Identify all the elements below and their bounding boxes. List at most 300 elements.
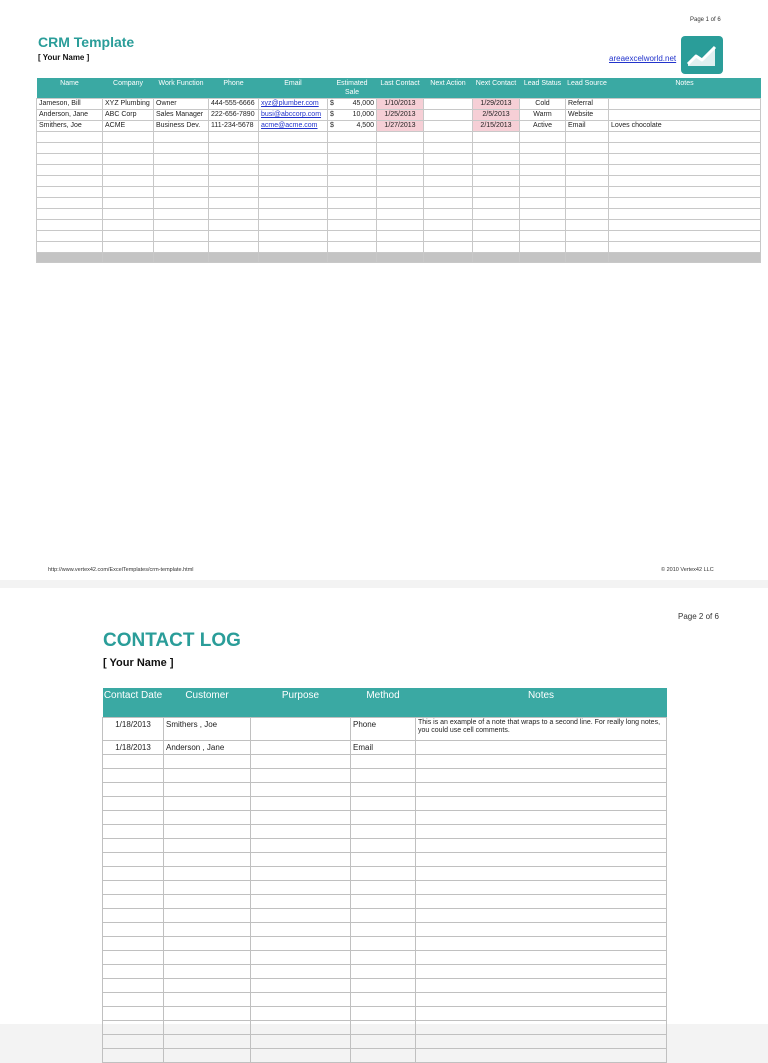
empty-cell[interactable] — [209, 143, 259, 154]
empty-cell[interactable] — [609, 132, 761, 143]
empty-cell[interactable] — [351, 951, 416, 965]
empty-cell[interactable] — [424, 132, 473, 143]
empty-cell[interactable] — [164, 937, 251, 951]
empty-cell[interactable] — [209, 165, 259, 176]
empty-cell[interactable] — [154, 165, 209, 176]
empty-cell[interactable] — [416, 755, 667, 769]
empty-cell[interactable] — [328, 154, 377, 165]
empty-cell[interactable] — [416, 951, 667, 965]
cell-estimated-sale[interactable] — [328, 110, 377, 121]
empty-cell[interactable] — [164, 965, 251, 979]
empty-cell[interactable] — [473, 154, 520, 165]
cell-next-action[interactable] — [424, 121, 473, 132]
empty-cell[interactable] — [566, 209, 609, 220]
empty-cell[interactable] — [209, 187, 259, 198]
empty-cell[interactable] — [473, 242, 520, 253]
empty-cell[interactable] — [351, 1035, 416, 1049]
empty-cell[interactable] — [209, 242, 259, 253]
empty-cell[interactable] — [377, 198, 424, 209]
empty-cell[interactable] — [377, 220, 424, 231]
empty-cell[interactable] — [209, 220, 259, 231]
empty-cell[interactable] — [416, 797, 667, 811]
cell-company[interactable]: ACME — [103, 121, 154, 132]
empty-cell[interactable] — [103, 993, 164, 1007]
empty-cell[interactable] — [473, 209, 520, 220]
empty-cell[interactable] — [328, 253, 377, 263]
cell-company[interactable]: ABC Corp — [103, 110, 154, 121]
empty-cell[interactable] — [103, 951, 164, 965]
empty-cell[interactable] — [259, 187, 328, 198]
empty-cell[interactable] — [164, 1007, 251, 1021]
empty-cell[interactable] — [103, 154, 154, 165]
cell-estimated-sale[interactable] — [328, 121, 377, 132]
empty-cell[interactable] — [154, 187, 209, 198]
empty-cell[interactable] — [164, 853, 251, 867]
empty-cell[interactable] — [103, 253, 154, 263]
empty-cell[interactable] — [103, 242, 154, 253]
empty-cell[interactable] — [520, 143, 566, 154]
empty-cell[interactable] — [416, 965, 667, 979]
empty-cell[interactable] — [37, 198, 103, 209]
empty-cell[interactable] — [103, 187, 154, 198]
empty-cell[interactable] — [416, 1007, 667, 1021]
empty-cell[interactable] — [103, 165, 154, 176]
empty-cell[interactable] — [351, 1007, 416, 1021]
empty-cell[interactable] — [103, 1021, 164, 1035]
empty-cell[interactable] — [103, 811, 164, 825]
empty-cell[interactable] — [164, 797, 251, 811]
empty-cell[interactable] — [351, 811, 416, 825]
empty-cell[interactable] — [566, 242, 609, 253]
empty-cell[interactable] — [259, 165, 328, 176]
empty-cell[interactable] — [251, 867, 351, 881]
empty-cell[interactable] — [416, 979, 667, 993]
empty-cell[interactable] — [609, 253, 761, 263]
empty-cell[interactable] — [164, 979, 251, 993]
empty-cell[interactable] — [103, 909, 164, 923]
empty-cell[interactable] — [351, 769, 416, 783]
empty-cell[interactable] — [520, 176, 566, 187]
empty-cell[interactable] — [377, 132, 424, 143]
cell-notes[interactable] — [609, 110, 761, 121]
empty-cell[interactable] — [251, 1035, 351, 1049]
empty-cell[interactable] — [377, 253, 424, 263]
empty-cell[interactable] — [377, 154, 424, 165]
empty-cell[interactable] — [520, 231, 566, 242]
empty-cell[interactable] — [103, 769, 164, 783]
empty-cell[interactable] — [251, 839, 351, 853]
empty-cell[interactable] — [351, 1049, 416, 1063]
empty-cell[interactable] — [259, 231, 328, 242]
cell-lead-status[interactable]: Warm — [520, 110, 566, 121]
empty-cell[interactable] — [164, 1021, 251, 1035]
empty-cell[interactable] — [251, 923, 351, 937]
empty-cell[interactable] — [351, 937, 416, 951]
empty-cell[interactable] — [424, 242, 473, 253]
empty-cell[interactable] — [154, 176, 209, 187]
empty-cell[interactable] — [377, 143, 424, 154]
empty-cell[interactable] — [251, 755, 351, 769]
empty-cell[interactable] — [424, 231, 473, 242]
cell-next-contact[interactable]: 2/5/2013 — [473, 110, 520, 121]
empty-cell[interactable] — [351, 797, 416, 811]
empty-cell[interactable] — [164, 867, 251, 881]
empty-cell[interactable] — [351, 965, 416, 979]
empty-cell[interactable] — [566, 176, 609, 187]
empty-cell[interactable] — [103, 209, 154, 220]
empty-cell[interactable] — [154, 198, 209, 209]
empty-cell[interactable] — [251, 895, 351, 909]
empty-cell[interactable] — [37, 220, 103, 231]
empty-cell[interactable] — [473, 176, 520, 187]
empty-cell[interactable] — [164, 895, 251, 909]
empty-cell[interactable] — [609, 176, 761, 187]
empty-cell[interactable] — [351, 993, 416, 1007]
empty-cell[interactable] — [473, 198, 520, 209]
empty-cell[interactable] — [259, 132, 328, 143]
empty-cell[interactable] — [609, 143, 761, 154]
empty-cell[interactable] — [154, 220, 209, 231]
empty-cell[interactable] — [566, 220, 609, 231]
empty-cell[interactable] — [351, 909, 416, 923]
empty-cell[interactable] — [609, 165, 761, 176]
empty-cell[interactable] — [251, 825, 351, 839]
cell-work-function[interactable]: Business Dev. — [154, 121, 209, 132]
empty-cell[interactable] — [416, 895, 667, 909]
empty-cell[interactable] — [377, 231, 424, 242]
empty-cell[interactable] — [103, 176, 154, 187]
cell-email[interactable] — [259, 121, 328, 132]
empty-cell[interactable] — [609, 242, 761, 253]
empty-cell[interactable] — [164, 951, 251, 965]
empty-cell[interactable] — [328, 176, 377, 187]
empty-cell[interactable] — [351, 755, 416, 769]
empty-cell[interactable] — [37, 176, 103, 187]
empty-cell[interactable] — [251, 783, 351, 797]
cell-email[interactable] — [259, 99, 328, 110]
empty-cell[interactable] — [351, 1021, 416, 1035]
cell-lead-source[interactable]: Email — [566, 121, 609, 132]
empty-cell[interactable] — [424, 165, 473, 176]
empty-cell[interactable] — [103, 965, 164, 979]
empty-cell[interactable] — [520, 220, 566, 231]
empty-cell[interactable] — [154, 242, 209, 253]
empty-cell[interactable] — [520, 187, 566, 198]
empty-cell[interactable] — [103, 1049, 164, 1063]
empty-cell[interactable] — [328, 198, 377, 209]
empty-cell[interactable] — [37, 253, 103, 263]
empty-cell[interactable] — [259, 143, 328, 154]
cell-company[interactable]: XYZ Plumbing — [103, 99, 154, 110]
empty-cell[interactable] — [473, 187, 520, 198]
empty-cell[interactable] — [209, 231, 259, 242]
empty-cell[interactable] — [351, 825, 416, 839]
empty-cell[interactable] — [351, 783, 416, 797]
empty-cell[interactable] — [351, 867, 416, 881]
empty-cell[interactable] — [37, 165, 103, 176]
empty-cell[interactable] — [103, 132, 154, 143]
empty-cell[interactable] — [164, 839, 251, 853]
empty-cell[interactable] — [154, 132, 209, 143]
empty-cell[interactable] — [328, 209, 377, 220]
empty-cell[interactable] — [377, 209, 424, 220]
empty-cell[interactable] — [164, 1049, 251, 1063]
empty-cell[interactable] — [351, 853, 416, 867]
empty-cell[interactable] — [566, 132, 609, 143]
empty-cell[interactable] — [416, 909, 667, 923]
empty-cell[interactable] — [473, 220, 520, 231]
empty-cell[interactable] — [103, 220, 154, 231]
empty-cell[interactable] — [164, 769, 251, 783]
cell-notes[interactable] — [609, 99, 761, 110]
cell-name[interactable]: Smithers, Joe — [37, 121, 103, 132]
empty-cell[interactable] — [103, 783, 164, 797]
empty-cell[interactable] — [424, 176, 473, 187]
empty-cell[interactable] — [377, 242, 424, 253]
empty-cell[interactable] — [259, 154, 328, 165]
empty-cell[interactable] — [251, 979, 351, 993]
empty-cell[interactable] — [209, 198, 259, 209]
empty-cell[interactable] — [473, 253, 520, 263]
empty-cell[interactable] — [209, 209, 259, 220]
empty-cell[interactable] — [103, 231, 154, 242]
empty-cell[interactable] — [37, 143, 103, 154]
empty-cell[interactable] — [251, 797, 351, 811]
empty-cell[interactable] — [164, 993, 251, 1007]
empty-cell[interactable] — [424, 187, 473, 198]
empty-cell[interactable] — [520, 242, 566, 253]
cell-method[interactable]: Email — [351, 741, 416, 755]
cell-notes[interactable]: This is an example of a note that wraps to a second line. For really long notes, you could use cell comments. — [416, 718, 667, 741]
empty-cell[interactable] — [328, 220, 377, 231]
cell-lead-status[interactable]: Cold — [520, 99, 566, 110]
empty-cell[interactable] — [328, 242, 377, 253]
cell-name[interactable]: Anderson, Jane — [37, 110, 103, 121]
empty-cell[interactable] — [259, 198, 328, 209]
empty-cell[interactable] — [416, 937, 667, 951]
empty-cell[interactable] — [209, 176, 259, 187]
empty-cell[interactable] — [251, 965, 351, 979]
empty-cell[interactable] — [251, 937, 351, 951]
empty-cell[interactable] — [103, 979, 164, 993]
empty-cell[interactable] — [416, 839, 667, 853]
empty-cell[interactable] — [154, 253, 209, 263]
cell-purpose[interactable] — [251, 741, 351, 755]
cell-lead-status[interactable]: Active — [520, 121, 566, 132]
empty-cell[interactable] — [351, 979, 416, 993]
empty-cell[interactable] — [251, 769, 351, 783]
empty-cell[interactable] — [37, 231, 103, 242]
email-link[interactable]: acme@acme.com — [261, 122, 318, 129]
cell-name[interactable]: Jameson, Bill — [37, 99, 103, 110]
cell-estimated-sale[interactable] — [328, 99, 377, 110]
empty-cell[interactable] — [209, 132, 259, 143]
empty-cell[interactable] — [103, 853, 164, 867]
empty-cell[interactable] — [473, 231, 520, 242]
empty-cell[interactable] — [328, 143, 377, 154]
empty-cell[interactable] — [103, 1007, 164, 1021]
empty-cell[interactable] — [424, 220, 473, 231]
empty-cell[interactable] — [609, 209, 761, 220]
empty-cell[interactable] — [328, 132, 377, 143]
empty-cell[interactable] — [154, 143, 209, 154]
empty-cell[interactable] — [164, 1035, 251, 1049]
empty-cell[interactable] — [259, 220, 328, 231]
empty-cell[interactable] — [154, 154, 209, 165]
empty-cell[interactable] — [209, 154, 259, 165]
empty-cell[interactable] — [566, 231, 609, 242]
empty-cell[interactable] — [251, 811, 351, 825]
empty-cell[interactable] — [259, 242, 328, 253]
cell-contact-date[interactable]: 1/18/2013 — [103, 718, 164, 741]
cell-work-function[interactable]: Owner — [154, 99, 209, 110]
empty-cell[interactable] — [351, 839, 416, 853]
empty-cell[interactable] — [103, 881, 164, 895]
cell-phone[interactable]: 444-555-6666 — [209, 99, 259, 110]
cell-last-contact[interactable]: 1/27/2013 — [377, 121, 424, 132]
empty-cell[interactable] — [103, 923, 164, 937]
email-link[interactable]: xyz@plumber.com — [261, 100, 319, 107]
cell-phone[interactable]: 222-656-7890 — [209, 110, 259, 121]
empty-cell[interactable] — [566, 187, 609, 198]
empty-cell[interactable] — [473, 165, 520, 176]
empty-cell[interactable] — [377, 176, 424, 187]
email-link[interactable]: busi@abccorp.com — [261, 111, 322, 118]
empty-cell[interactable] — [566, 143, 609, 154]
empty-cell[interactable] — [377, 187, 424, 198]
empty-cell[interactable] — [103, 839, 164, 853]
empty-cell[interactable] — [251, 1007, 351, 1021]
empty-cell[interactable] — [520, 132, 566, 143]
empty-cell[interactable] — [416, 923, 667, 937]
empty-cell[interactable] — [416, 853, 667, 867]
cell-lead-source[interactable]: Referral — [566, 99, 609, 110]
cell-last-contact[interactable]: 1/10/2013 — [377, 99, 424, 110]
empty-cell[interactable] — [424, 154, 473, 165]
empty-cell[interactable] — [328, 231, 377, 242]
empty-cell[interactable] — [251, 993, 351, 1007]
empty-cell[interactable] — [416, 1049, 667, 1063]
empty-cell[interactable] — [259, 209, 328, 220]
cell-next-contact[interactable]: 2/15/2013 — [473, 121, 520, 132]
cell-next-contact[interactable]: 1/29/2013 — [473, 99, 520, 110]
empty-cell[interactable] — [103, 937, 164, 951]
cell-method[interactable]: Phone — [351, 718, 416, 741]
empty-cell[interactable] — [251, 1049, 351, 1063]
cell-next-action[interactable] — [424, 99, 473, 110]
empty-cell[interactable] — [416, 1021, 667, 1035]
cell-notes[interactable] — [416, 741, 667, 755]
empty-cell[interactable] — [164, 811, 251, 825]
empty-cell[interactable] — [103, 1035, 164, 1049]
empty-cell[interactable] — [164, 923, 251, 937]
empty-cell[interactable] — [609, 220, 761, 231]
empty-cell[interactable] — [416, 769, 667, 783]
empty-cell[interactable] — [164, 909, 251, 923]
empty-cell[interactable] — [609, 198, 761, 209]
empty-cell[interactable] — [259, 253, 328, 263]
empty-cell[interactable] — [164, 755, 251, 769]
empty-cell[interactable] — [37, 242, 103, 253]
empty-cell[interactable] — [520, 154, 566, 165]
empty-cell[interactable] — [416, 1035, 667, 1049]
cell-purpose[interactable] — [251, 718, 351, 741]
empty-cell[interactable] — [251, 853, 351, 867]
cell-lead-source[interactable]: Website — [566, 110, 609, 121]
empty-cell[interactable] — [209, 253, 259, 263]
empty-cell[interactable] — [259, 176, 328, 187]
empty-cell[interactable] — [520, 198, 566, 209]
empty-cell[interactable] — [164, 881, 251, 895]
empty-cell[interactable] — [609, 231, 761, 242]
empty-cell[interactable] — [520, 165, 566, 176]
empty-cell[interactable] — [328, 187, 377, 198]
empty-cell[interactable] — [103, 755, 164, 769]
empty-cell[interactable] — [566, 253, 609, 263]
empty-cell[interactable] — [609, 187, 761, 198]
empty-cell[interactable] — [251, 951, 351, 965]
empty-cell[interactable] — [473, 143, 520, 154]
empty-cell[interactable] — [424, 209, 473, 220]
empty-cell[interactable] — [424, 143, 473, 154]
cell-customer[interactable]: Smithers , Joe — [164, 718, 251, 741]
cell-next-action[interactable] — [424, 110, 473, 121]
cell-last-contact[interactable]: 1/25/2013 — [377, 110, 424, 121]
empty-cell[interactable] — [351, 895, 416, 909]
empty-cell[interactable] — [473, 132, 520, 143]
empty-cell[interactable] — [164, 783, 251, 797]
empty-cell[interactable] — [416, 783, 667, 797]
empty-cell[interactable] — [566, 198, 609, 209]
empty-cell[interactable] — [424, 198, 473, 209]
empty-cell[interactable] — [164, 825, 251, 839]
empty-cell[interactable] — [416, 811, 667, 825]
empty-cell[interactable] — [328, 165, 377, 176]
empty-cell[interactable] — [609, 154, 761, 165]
empty-cell[interactable] — [37, 154, 103, 165]
empty-cell[interactable] — [424, 253, 473, 263]
cell-work-function[interactable]: Sales Manager — [154, 110, 209, 121]
empty-cell[interactable] — [566, 165, 609, 176]
empty-cell[interactable] — [37, 187, 103, 198]
empty-cell[interactable] — [103, 143, 154, 154]
empty-cell[interactable] — [103, 867, 164, 881]
empty-cell[interactable] — [566, 154, 609, 165]
empty-cell[interactable] — [103, 825, 164, 839]
cell-phone[interactable]: 111-234-5678 — [209, 121, 259, 132]
cell-contact-date[interactable]: 1/18/2013 — [103, 741, 164, 755]
empty-cell[interactable] — [37, 132, 103, 143]
empty-cell[interactable] — [251, 909, 351, 923]
cell-customer[interactable]: Anderson , Jane — [164, 741, 251, 755]
empty-cell[interactable] — [351, 881, 416, 895]
empty-cell[interactable] — [103, 198, 154, 209]
empty-cell[interactable] — [520, 253, 566, 263]
empty-cell[interactable] — [103, 895, 164, 909]
empty-cell[interactable] — [377, 165, 424, 176]
empty-cell[interactable] — [251, 881, 351, 895]
empty-cell[interactable] — [154, 209, 209, 220]
empty-cell[interactable] — [103, 797, 164, 811]
empty-cell[interactable] — [416, 867, 667, 881]
empty-cell[interactable] — [416, 881, 667, 895]
empty-cell[interactable] — [520, 209, 566, 220]
empty-cell[interactable] — [416, 825, 667, 839]
empty-cell[interactable] — [251, 1021, 351, 1035]
site-link[interactable]: areaexcelworld.net — [609, 54, 677, 63]
empty-cell[interactable] — [37, 209, 103, 220]
empty-cell[interactable] — [154, 231, 209, 242]
